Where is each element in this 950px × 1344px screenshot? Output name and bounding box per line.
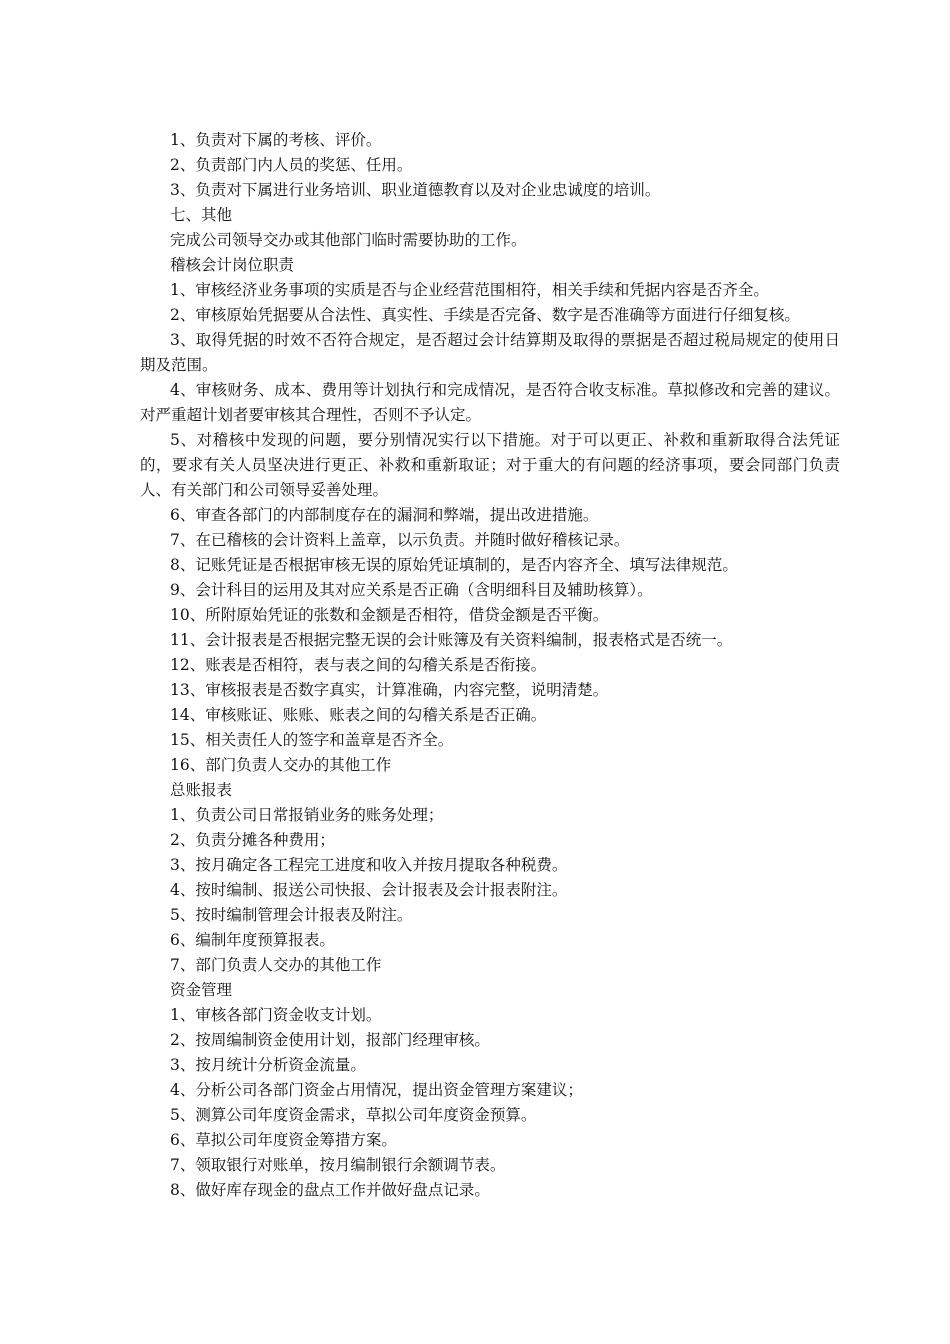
paragraph-11: 5、对稽核中发现的问题，要分别情况实行以下措施。对于可以更正、补救和重新取得合法凭证的，要求有关人员坚决进行更正、补救和重新取证；对于重大的有问题的经济事项，要会同部门负责人、有关部门和公司领导妥善处理。	[140, 431, 840, 499]
paragraph-1: 1、负责对下属的考核、评价。	[170, 131, 382, 149]
section-heading-audit-accounting: 稽核会计岗位职责	[170, 256, 295, 274]
paragraph-3: 3、负责对下属进行业务培训、职业道德教育以及对企业忠诚度的培训。	[170, 181, 661, 199]
paragraph-36: 5、测算公司年度资金需求，草拟公司年度资金预算。	[170, 1106, 537, 1124]
paragraph-22: 16、部门负责人交办的其他工作	[170, 756, 392, 774]
paragraph-35: 4、分析公司各部门资金占用情况，提出资金管理方案建议；	[170, 1081, 583, 1099]
section-heading-other: 七、其他	[170, 206, 233, 224]
paragraph-30: 7、部门负责人交办的其他工作	[170, 956, 382, 974]
paragraph-18: 12、账表是否相符，表与表之间的勾稽关系是否衔接。	[170, 656, 547, 674]
paragraph-21: 15、相关责任人的签字和盖章是否齐全。	[170, 731, 454, 749]
paragraph-26: 3、按月确定各工程完工进度和收入并按月提取各种税费。	[170, 856, 568, 874]
paragraph-12: 6、审查各部门的内部制度存在的漏洞和弊端，提出改进措施。	[170, 506, 599, 524]
paragraph-13: 7、在已稽核的会计资料上盖章，以示负责。并随时做好稽核记录。	[170, 531, 630, 549]
paragraph-17: 11、会计报表是否根据完整无误的会计账簿及有关资料编制，报表格式是否统一。	[170, 631, 733, 649]
document-body	[140, 128, 840, 1203]
paragraph-34: 3、按月统计分析资金流量。	[170, 1056, 366, 1074]
paragraph-15: 9、会计科目的运用及其对应关系是否正确（含明细科目及辅助核算）。	[170, 581, 653, 599]
paragraph-16: 10、所附原始凭证的张数和金额是否相符，借贷金额是否平衡。	[170, 606, 609, 624]
paragraph-9: 3、取得凭据的时效不否符合规定，是否超过会计结算期及取得的票据是否超过税局规定的使用日期及范围。	[140, 331, 840, 374]
paragraph-10: 4、审核财务、成本、费用等计划执行和完成情况，是否符合收支标准。草拟修改和完善的建议。对严重超计划者要审核其合理性，否则不予认定。	[140, 381, 840, 424]
paragraph-29: 6、编制年度预算报表。	[170, 931, 335, 949]
section-heading-fund-management: 资金管理	[170, 981, 233, 999]
paragraph-14: 8、记账凭证是否根据审核无误的原始凭证填制的，是否内容齐全、填写法律规范。	[170, 556, 738, 574]
section-heading-general-ledger: 总账报表	[170, 781, 233, 799]
paragraph-7: 1、审核经济业务事项的实质是否与企业经营范围相符，相关手续和凭据内容是否齐全。	[170, 281, 769, 299]
paragraph-27: 4、按时编制、报送公司快报、会计报表及会计报表附注。	[170, 881, 568, 899]
paragraph-38: 7、领取银行对账单，按月编制银行余额调节表。	[170, 1156, 506, 1174]
paragraph-32: 1、审核各部门资金收支计划。	[170, 1006, 382, 1024]
paragraph-19: 13、审核报表是否数字真实，计算准确，内容完整，说明清楚。	[170, 681, 609, 699]
paragraph-8: 2、审核原始凭据要从合法性、真实性、手续是否完备、数字是否准确等方面进行仔细复核。	[170, 306, 800, 324]
paragraph-20: 14、审核账证、账账、账表之间的勾稽关系是否正确。	[170, 706, 547, 724]
paragraph-33: 2、按周编制资金使用计划，报部门经理审核。	[170, 1031, 490, 1049]
paragraph-28: 5、按时编制管理会计报表及附注。	[170, 906, 413, 924]
paragraph-37: 6、草拟公司年度资金筹措方案。	[170, 1131, 397, 1149]
paragraph-2: 2、负责部门内人员的奖惩、任用。	[170, 156, 413, 174]
paragraph-5: 完成公司领导交办或其他部门临时需要协助的工作。	[170, 231, 527, 249]
paragraph-39: 8、做好库存现金的盘点工作并做好盘点记录。	[170, 1181, 490, 1199]
paragraph-24: 1、负责公司日常报销业务的账务处理；	[170, 806, 444, 824]
paragraph-25: 2、负责分摊各种费用；	[170, 831, 335, 849]
